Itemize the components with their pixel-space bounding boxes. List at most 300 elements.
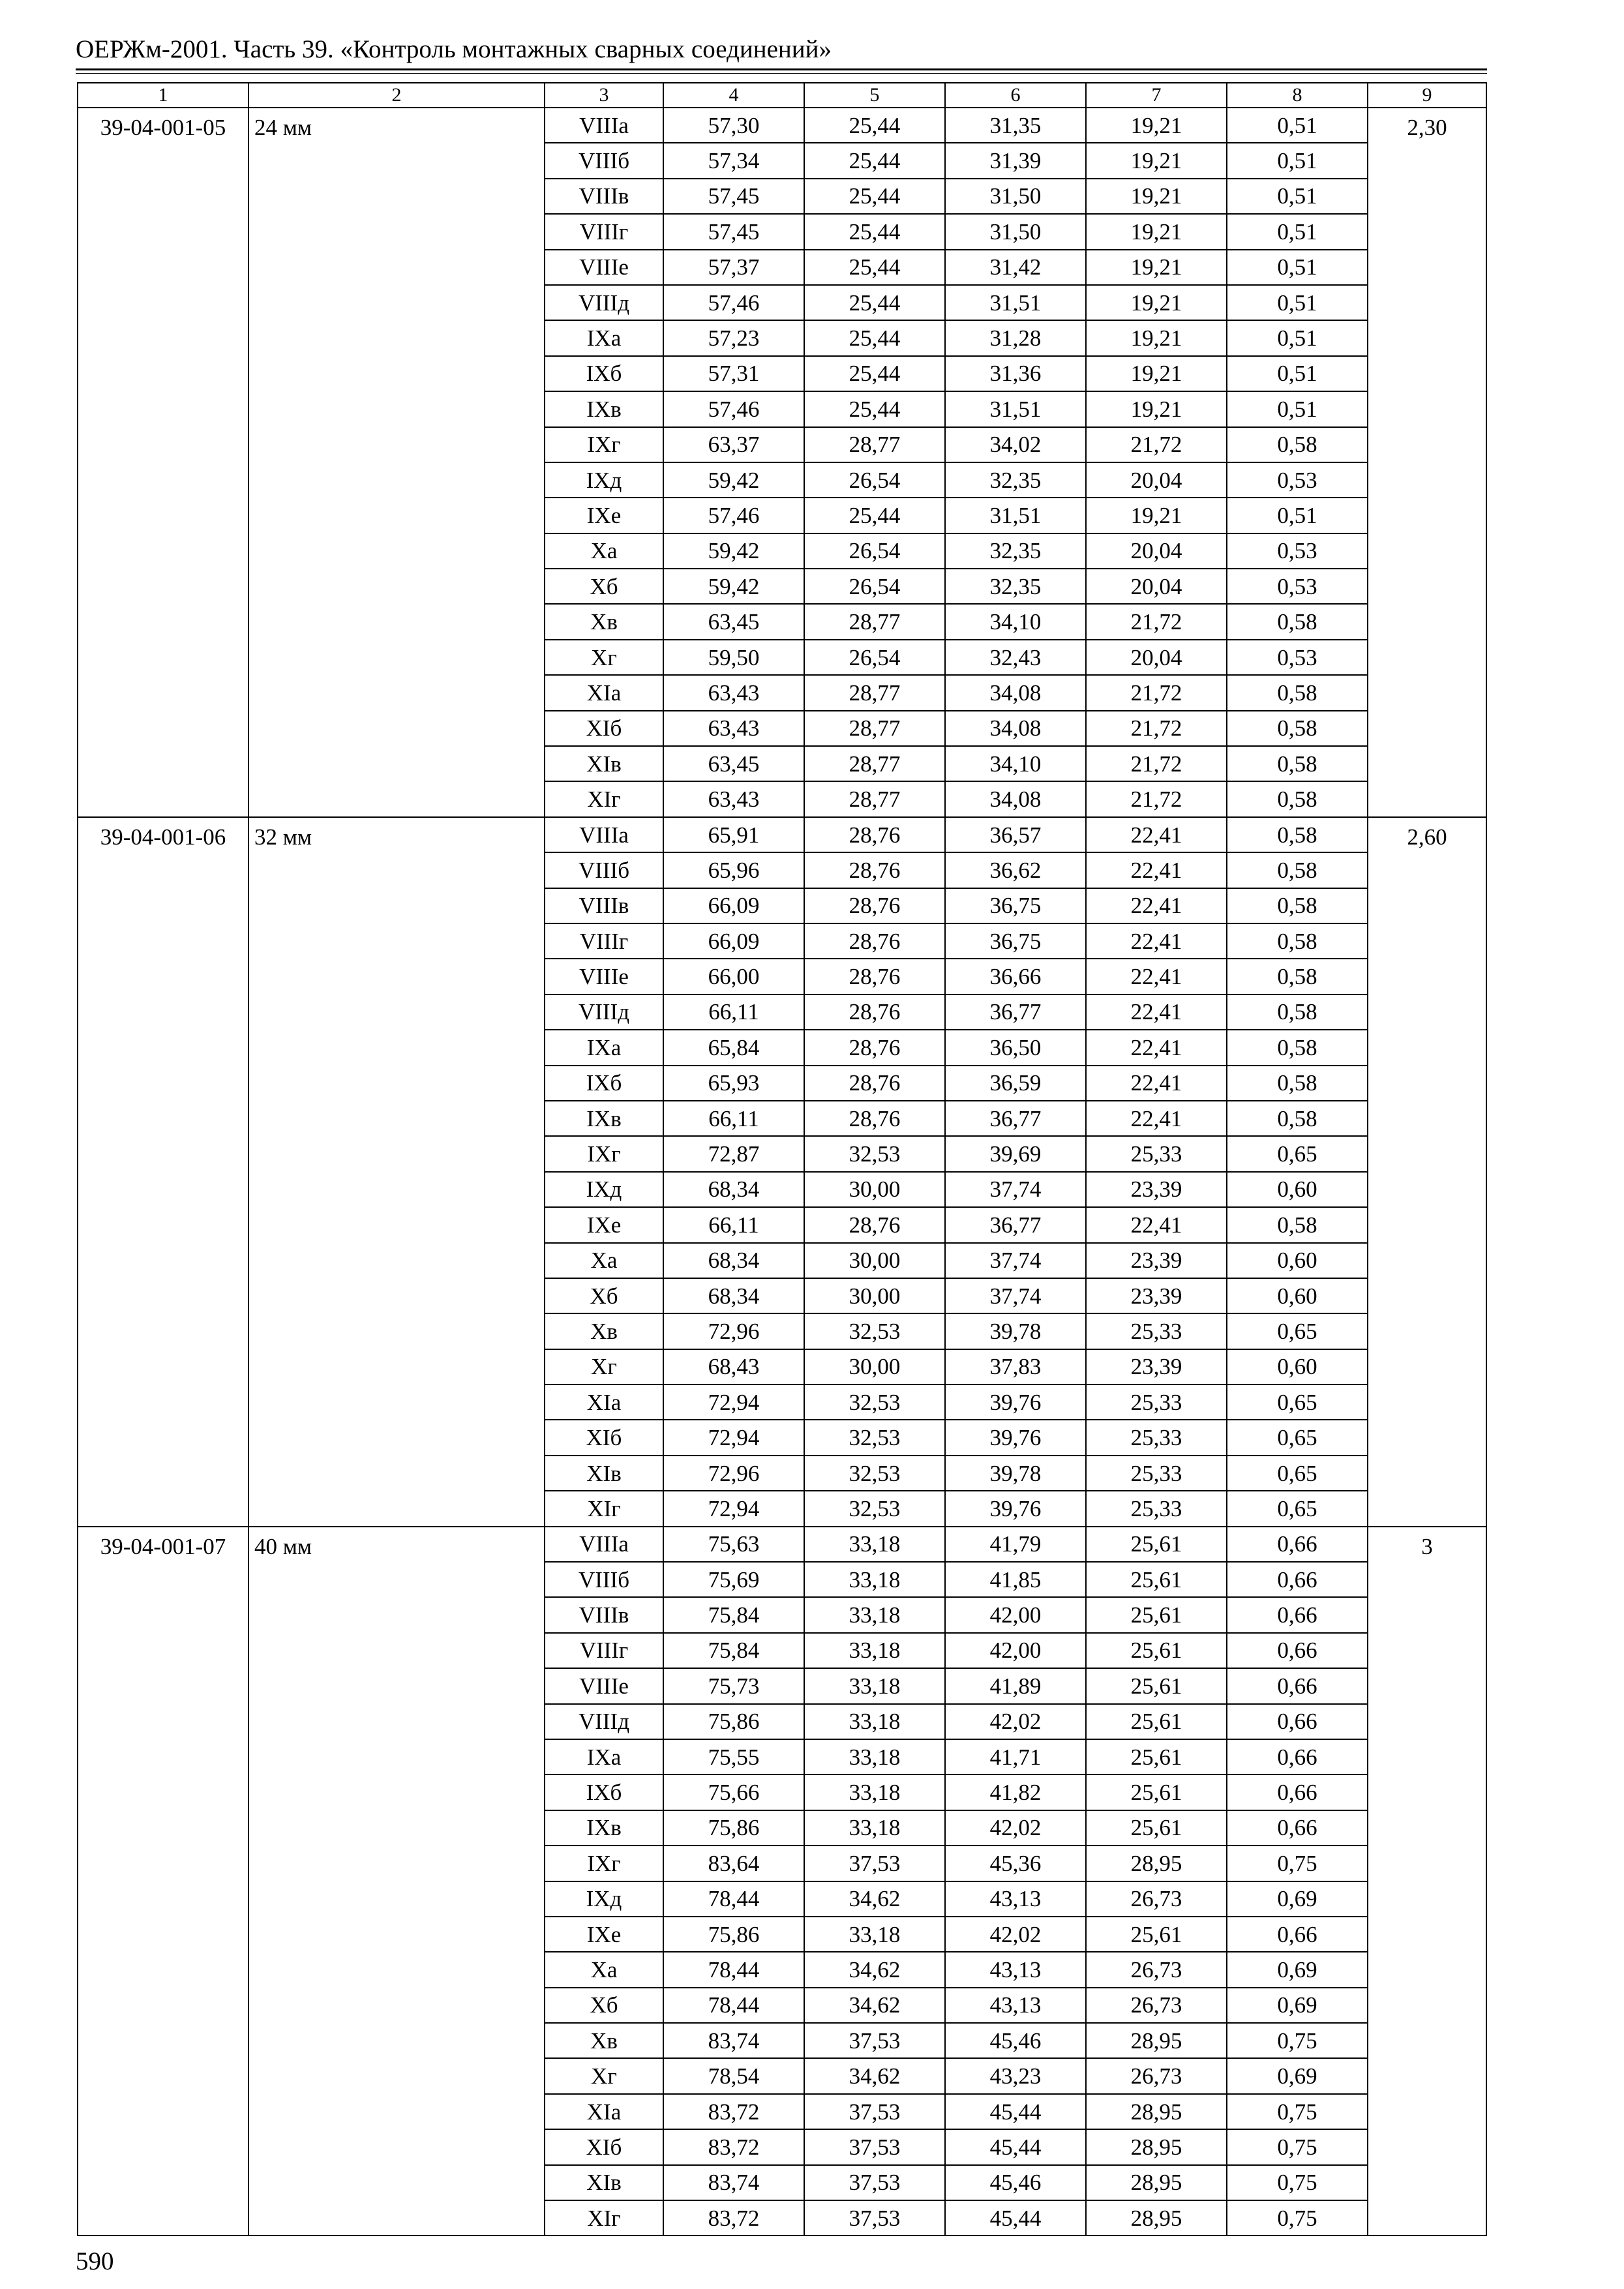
value-cell: 39,76 xyxy=(945,1420,1086,1455)
column-number: 4 xyxy=(663,83,804,108)
value-cell: 0,53 xyxy=(1227,569,1368,604)
value-cell: 33,18 xyxy=(804,1739,945,1774)
value-cell: 39,69 xyxy=(945,1136,1086,1171)
value-cell: 63,45 xyxy=(663,604,804,639)
value-cell: 0,75 xyxy=(1227,1846,1368,1881)
value-cell: 28,77 xyxy=(804,711,945,746)
value-cell: 26,73 xyxy=(1086,1988,1227,2023)
value-cell: 0,58 xyxy=(1227,746,1368,781)
value-cell: 75,86 xyxy=(663,1810,804,1846)
value-cell: 0,66 xyxy=(1227,1917,1368,1952)
rate-code: 39-04-001-06 xyxy=(78,817,248,1527)
value-cell: 19,21 xyxy=(1086,356,1227,391)
value-cell: 65,96 xyxy=(663,852,804,888)
value-cell: 26,54 xyxy=(804,462,945,498)
value-cell: 34,10 xyxy=(945,604,1086,639)
value-cell: 31,51 xyxy=(945,391,1086,426)
value-cell: 31,39 xyxy=(945,143,1086,178)
weld-category-cell: XIб xyxy=(545,2129,663,2164)
value-cell: 57,30 xyxy=(663,108,804,143)
weld-category-cell: IXв xyxy=(545,391,663,426)
value-cell: 0,58 xyxy=(1227,1030,1368,1065)
value-cell: 0,51 xyxy=(1227,498,1368,533)
value-cell: 34,62 xyxy=(804,1952,945,1987)
weld-category-cell: Xа xyxy=(545,1952,663,1987)
value-cell: 25,61 xyxy=(1086,1810,1227,1846)
table-row xyxy=(78,817,1486,852)
column-9-value: 2,60 xyxy=(1368,817,1486,1527)
value-cell: 32,35 xyxy=(945,533,1086,569)
value-cell: 0,58 xyxy=(1227,995,1368,1030)
value-cell: 72,96 xyxy=(663,1313,804,1349)
weld-category-cell: VIIIб xyxy=(545,852,663,888)
value-cell: 19,21 xyxy=(1086,285,1227,320)
value-cell: 26,54 xyxy=(804,640,945,675)
value-cell: 19,21 xyxy=(1086,498,1227,533)
weld-category-cell: VIIIб xyxy=(545,143,663,178)
value-cell: 39,76 xyxy=(945,1384,1086,1420)
value-cell: 33,18 xyxy=(804,1810,945,1846)
value-cell: 59,42 xyxy=(663,462,804,498)
value-cell: 0,75 xyxy=(1227,2023,1368,2058)
value-cell: 0,66 xyxy=(1227,1527,1368,1562)
value-cell: 41,85 xyxy=(945,1562,1086,1597)
value-cell: 25,44 xyxy=(804,498,945,533)
value-cell: 0,53 xyxy=(1227,533,1368,569)
value-cell: 37,53 xyxy=(804,2200,945,2236)
value-cell: 0,66 xyxy=(1227,1810,1368,1846)
value-cell: 28,95 xyxy=(1086,1846,1227,1881)
value-cell: 22,41 xyxy=(1086,923,1227,959)
value-cell: 34,62 xyxy=(804,1881,945,1917)
rate-code: 39-04-001-07 xyxy=(78,1527,248,2236)
value-cell: 25,33 xyxy=(1086,1384,1227,1420)
value-cell: 39,76 xyxy=(945,1491,1086,1526)
weld-category-cell: VIIIв xyxy=(545,179,663,214)
value-cell: 43,13 xyxy=(945,1881,1086,1917)
value-cell: 31,35 xyxy=(945,108,1086,143)
value-cell: 72,96 xyxy=(663,1456,804,1491)
value-cell: 26,54 xyxy=(804,569,945,604)
value-cell: 0,65 xyxy=(1227,1384,1368,1420)
value-cell: 22,41 xyxy=(1086,852,1227,888)
value-cell: 19,21 xyxy=(1086,179,1227,214)
value-cell: 37,74 xyxy=(945,1278,1086,1313)
column-number: 8 xyxy=(1227,83,1368,108)
value-cell: 57,37 xyxy=(663,250,804,285)
value-cell: 33,18 xyxy=(804,1597,945,1632)
value-cell: 32,53 xyxy=(804,1313,945,1349)
value-cell: 20,04 xyxy=(1086,462,1227,498)
weld-category-cell: Xб xyxy=(545,1988,663,2023)
value-cell: 23,39 xyxy=(1086,1278,1227,1313)
value-cell: 0,75 xyxy=(1227,2094,1368,2129)
value-cell: 36,75 xyxy=(945,923,1086,959)
value-cell: 72,94 xyxy=(663,1491,804,1526)
value-cell: 63,43 xyxy=(663,781,804,816)
value-cell: 0,65 xyxy=(1227,1456,1368,1491)
value-cell: 25,44 xyxy=(804,320,945,355)
value-cell: 41,89 xyxy=(945,1668,1086,1703)
value-cell: 0,51 xyxy=(1227,320,1368,355)
value-cell: 26,73 xyxy=(1086,2058,1227,2093)
value-cell: 0,58 xyxy=(1227,604,1368,639)
thickness-label: 40 мм xyxy=(248,1527,545,2236)
value-cell: 21,72 xyxy=(1086,711,1227,746)
value-cell: 57,34 xyxy=(663,143,804,178)
value-cell: 0,58 xyxy=(1227,1207,1368,1242)
weld-category-cell: Xг xyxy=(545,640,663,675)
value-cell: 75,84 xyxy=(663,1597,804,1632)
value-cell: 36,59 xyxy=(945,1066,1086,1101)
value-cell: 36,77 xyxy=(945,1207,1086,1242)
weld-category-cell: XIг xyxy=(545,2200,663,2236)
value-cell: 0,58 xyxy=(1227,781,1368,816)
value-cell: 25,61 xyxy=(1086,1668,1227,1703)
value-cell: 68,34 xyxy=(663,1243,804,1278)
weld-category-cell: Xб xyxy=(545,569,663,604)
value-cell: 23,39 xyxy=(1086,1243,1227,1278)
value-cell: 0,58 xyxy=(1227,852,1368,888)
weld-category-cell: VIIIе xyxy=(545,959,663,994)
value-cell: 0,58 xyxy=(1227,711,1368,746)
value-cell: 34,10 xyxy=(945,746,1086,781)
value-cell: 25,61 xyxy=(1086,1562,1227,1597)
value-cell: 39,78 xyxy=(945,1313,1086,1349)
weld-category-cell: IXе xyxy=(545,1207,663,1242)
weld-category-cell: XIв xyxy=(545,746,663,781)
value-cell: 25,33 xyxy=(1086,1136,1227,1171)
page-header xyxy=(76,37,1487,74)
value-cell: 57,46 xyxy=(663,285,804,320)
value-cell: 34,08 xyxy=(945,675,1086,710)
value-cell: 65,91 xyxy=(663,817,804,852)
value-cell: 0,51 xyxy=(1227,285,1368,320)
value-cell: 22,41 xyxy=(1086,1030,1227,1065)
value-cell: 75,84 xyxy=(663,1633,804,1668)
value-cell: 63,43 xyxy=(663,711,804,746)
weld-category-cell: IXе xyxy=(545,498,663,533)
value-cell: 83,74 xyxy=(663,2165,804,2200)
value-cell: 0,60 xyxy=(1227,1349,1368,1384)
value-cell: 57,46 xyxy=(663,391,804,426)
value-cell: 19,21 xyxy=(1086,320,1227,355)
value-cell: 37,53 xyxy=(804,2129,945,2164)
value-cell: 30,00 xyxy=(804,1243,945,1278)
weld-category-cell: XIа xyxy=(545,2094,663,2129)
value-cell: 45,44 xyxy=(945,2129,1086,2164)
value-cell: 34,62 xyxy=(804,1988,945,2023)
value-cell: 19,21 xyxy=(1086,143,1227,178)
value-cell: 33,18 xyxy=(804,1917,945,1952)
value-cell: 36,57 xyxy=(945,817,1086,852)
value-cell: 78,44 xyxy=(663,1988,804,2023)
value-cell: 0,51 xyxy=(1227,214,1368,249)
value-cell: 66,11 xyxy=(663,1207,804,1242)
value-cell: 31,50 xyxy=(945,179,1086,214)
column-9-value: 3 xyxy=(1368,1527,1486,2236)
value-cell: 75,69 xyxy=(663,1562,804,1597)
weld-category-cell: VIIIв xyxy=(545,888,663,923)
value-cell: 28,76 xyxy=(804,852,945,888)
weld-category-cell: IXд xyxy=(545,462,663,498)
value-cell: 43,13 xyxy=(945,1952,1086,1987)
value-cell: 0,51 xyxy=(1227,250,1368,285)
weld-category-cell: Xг xyxy=(545,1349,663,1384)
value-cell: 25,44 xyxy=(804,214,945,249)
value-cell: 66,11 xyxy=(663,1101,804,1136)
value-cell: 34,08 xyxy=(945,711,1086,746)
weld-category-cell: XIа xyxy=(545,1384,663,1420)
value-cell: 83,64 xyxy=(663,1846,804,1881)
column-number-row xyxy=(78,83,1486,108)
value-cell: 34,62 xyxy=(804,2058,945,2093)
weld-category-cell: IXа xyxy=(545,1739,663,1774)
weld-category-cell: VIIIв xyxy=(545,1597,663,1632)
value-cell: 0,66 xyxy=(1227,1562,1368,1597)
value-cell: 28,95 xyxy=(1086,2200,1227,2236)
table-row xyxy=(78,1527,1486,1562)
value-cell: 21,72 xyxy=(1086,746,1227,781)
weld-category-cell: VIIIг xyxy=(545,923,663,959)
value-cell: 78,44 xyxy=(663,1952,804,1987)
value-cell: 37,53 xyxy=(804,2023,945,2058)
value-cell: 26,73 xyxy=(1086,1881,1227,1917)
value-cell: 25,44 xyxy=(804,285,945,320)
value-cell: 32,53 xyxy=(804,1456,945,1491)
value-cell: 75,63 xyxy=(663,1527,804,1562)
value-cell: 57,45 xyxy=(663,214,804,249)
value-cell: 0,51 xyxy=(1227,143,1368,178)
value-cell: 25,44 xyxy=(804,250,945,285)
value-cell: 37,53 xyxy=(804,1846,945,1881)
value-cell: 83,72 xyxy=(663,2200,804,2236)
value-cell: 21,72 xyxy=(1086,781,1227,816)
value-cell: 0,69 xyxy=(1227,1988,1368,2023)
value-cell: 36,77 xyxy=(945,1101,1086,1136)
value-cell: 28,95 xyxy=(1086,2094,1227,2129)
value-cell: 0,51 xyxy=(1227,179,1368,214)
weld-category-cell: IXа xyxy=(545,1030,663,1065)
value-cell: 83,74 xyxy=(663,2023,804,2058)
value-cell: 19,21 xyxy=(1086,391,1227,426)
value-cell: 0,66 xyxy=(1227,1774,1368,1810)
value-cell: 25,61 xyxy=(1086,1774,1227,1810)
value-cell: 0,65 xyxy=(1227,1491,1368,1526)
weld-category-cell: IXе xyxy=(545,1917,663,1952)
value-cell: 25,33 xyxy=(1086,1456,1227,1491)
weld-category-cell: IXг xyxy=(545,1846,663,1881)
value-cell: 25,61 xyxy=(1086,1527,1227,1562)
value-cell: 59,42 xyxy=(663,569,804,604)
value-cell: 28,76 xyxy=(804,888,945,923)
value-cell: 39,78 xyxy=(945,1456,1086,1491)
value-cell: 42,00 xyxy=(945,1633,1086,1668)
weld-category-cell: IXв xyxy=(545,1101,663,1136)
column-number: 1 xyxy=(78,83,248,108)
weld-category-cell: XIг xyxy=(545,781,663,816)
weld-category-cell: IXа xyxy=(545,320,663,355)
value-cell: 25,44 xyxy=(804,179,945,214)
value-cell: 25,61 xyxy=(1086,1739,1227,1774)
value-cell: 37,74 xyxy=(945,1172,1086,1207)
value-cell: 0,58 xyxy=(1227,923,1368,959)
value-cell: 31,28 xyxy=(945,320,1086,355)
value-cell: 42,02 xyxy=(945,1810,1086,1846)
value-cell: 28,77 xyxy=(804,427,945,462)
value-cell: 22,41 xyxy=(1086,888,1227,923)
value-cell: 22,41 xyxy=(1086,1066,1227,1101)
value-cell: 66,09 xyxy=(663,888,804,923)
value-cell: 36,62 xyxy=(945,852,1086,888)
value-cell: 0,75 xyxy=(1227,2200,1368,2236)
value-cell: 65,84 xyxy=(663,1030,804,1065)
weld-category-cell: VIIIг xyxy=(545,214,663,249)
value-cell: 0,69 xyxy=(1227,2058,1368,2093)
value-cell: 25,33 xyxy=(1086,1313,1227,1349)
weld-category-cell: VIIIа xyxy=(545,1527,663,1562)
value-cell: 0,60 xyxy=(1227,1172,1368,1207)
value-cell: 32,35 xyxy=(945,462,1086,498)
value-cell: 75,66 xyxy=(663,1774,804,1810)
value-cell: 20,04 xyxy=(1086,533,1227,569)
value-cell: 0,66 xyxy=(1227,1704,1368,1739)
value-cell: 25,61 xyxy=(1086,1704,1227,1739)
value-cell: 25,33 xyxy=(1086,1420,1227,1455)
value-cell: 31,51 xyxy=(945,498,1086,533)
weld-category-cell: XIв xyxy=(545,2165,663,2200)
value-cell: 83,72 xyxy=(663,2129,804,2164)
weld-category-cell: IXб xyxy=(545,1774,663,1810)
value-cell: 0,66 xyxy=(1227,1668,1368,1703)
value-cell: 36,66 xyxy=(945,959,1086,994)
value-cell: 36,50 xyxy=(945,1030,1086,1065)
value-cell: 28,95 xyxy=(1086,2023,1227,2058)
weld-category-cell: IXб xyxy=(545,356,663,391)
value-cell: 0,58 xyxy=(1227,959,1368,994)
value-cell: 0,58 xyxy=(1227,1066,1368,1101)
value-cell: 19,21 xyxy=(1086,108,1227,143)
value-cell: 33,18 xyxy=(804,1562,945,1597)
value-cell: 66,00 xyxy=(663,959,804,994)
value-cell: 22,41 xyxy=(1086,1101,1227,1136)
value-cell: 22,41 xyxy=(1086,1207,1227,1242)
value-cell: 0,60 xyxy=(1227,1278,1368,1313)
value-cell: 28,77 xyxy=(804,781,945,816)
value-cell: 72,94 xyxy=(663,1384,804,1420)
value-cell: 42,02 xyxy=(945,1917,1086,1952)
value-cell: 0,65 xyxy=(1227,1136,1368,1171)
value-cell: 23,39 xyxy=(1086,1172,1227,1207)
value-cell: 43,13 xyxy=(945,1988,1086,2023)
weld-category-cell: VIIIг xyxy=(545,1633,663,1668)
value-cell: 57,46 xyxy=(663,498,804,533)
value-cell: 31,50 xyxy=(945,214,1086,249)
value-cell: 30,00 xyxy=(804,1172,945,1207)
value-cell: 31,42 xyxy=(945,250,1086,285)
value-cell: 32,53 xyxy=(804,1384,945,1420)
value-cell: 0,51 xyxy=(1227,108,1368,143)
value-cell: 28,76 xyxy=(804,1101,945,1136)
value-cell: 31,51 xyxy=(945,285,1086,320)
header-rule xyxy=(76,68,1487,74)
value-cell: 28,76 xyxy=(804,1030,945,1065)
column-9-value: 2,30 xyxy=(1368,108,1486,817)
value-cell: 0,60 xyxy=(1227,1243,1368,1278)
table-row xyxy=(78,108,1486,143)
value-cell: 0,51 xyxy=(1227,356,1368,391)
table-container xyxy=(77,82,1487,2236)
weld-category-cell: XIб xyxy=(545,1420,663,1455)
value-cell: 37,53 xyxy=(804,2094,945,2129)
weld-category-cell: VIIIе xyxy=(545,1668,663,1703)
value-cell: 30,00 xyxy=(804,1349,945,1384)
value-cell: 28,76 xyxy=(804,1066,945,1101)
weld-category-cell: IXг xyxy=(545,1136,663,1171)
value-cell: 31,36 xyxy=(945,356,1086,391)
weld-category-cell: VIIIа xyxy=(545,817,663,852)
value-cell: 37,74 xyxy=(945,1243,1086,1278)
weld-category-cell: IXг xyxy=(545,427,663,462)
value-cell: 32,53 xyxy=(804,1136,945,1171)
value-cell: 21,72 xyxy=(1086,675,1227,710)
weld-category-cell: VIIIа xyxy=(545,108,663,143)
weld-category-cell: IXб xyxy=(545,1066,663,1101)
value-cell: 19,21 xyxy=(1086,214,1227,249)
value-cell: 20,04 xyxy=(1086,640,1227,675)
value-cell: 0,75 xyxy=(1227,2165,1368,2200)
weld-category-cell: Xа xyxy=(545,533,663,569)
value-cell: 72,94 xyxy=(663,1420,804,1455)
value-cell: 75,73 xyxy=(663,1668,804,1703)
value-cell: 33,18 xyxy=(804,1633,945,1668)
value-cell: 32,43 xyxy=(945,640,1086,675)
weld-category-cell: XIб xyxy=(545,711,663,746)
value-cell: 28,77 xyxy=(804,604,945,639)
weld-category-cell: VIIIе xyxy=(545,250,663,285)
value-cell: 0,53 xyxy=(1227,462,1368,498)
value-cell: 0,66 xyxy=(1227,1597,1368,1632)
value-cell: 0,66 xyxy=(1227,1633,1368,1668)
value-cell: 25,44 xyxy=(804,391,945,426)
value-cell: 57,23 xyxy=(663,320,804,355)
value-cell: 28,95 xyxy=(1086,2129,1227,2164)
value-cell: 0,51 xyxy=(1227,391,1368,426)
value-cell: 42,00 xyxy=(945,1597,1086,1632)
value-cell: 25,33 xyxy=(1086,1491,1227,1526)
page-number: 590 xyxy=(76,2247,114,2275)
value-cell: 0,58 xyxy=(1227,888,1368,923)
value-cell: 63,43 xyxy=(663,675,804,710)
value-cell: 0,69 xyxy=(1227,1952,1368,1987)
thickness-label: 32 мм xyxy=(248,817,545,1527)
value-cell: 57,45 xyxy=(663,179,804,214)
weld-category-cell: XIв xyxy=(545,1456,663,1491)
value-cell: 72,87 xyxy=(663,1136,804,1171)
table-body xyxy=(78,108,1486,2236)
column-number: 7 xyxy=(1086,83,1227,108)
value-cell: 33,18 xyxy=(804,1774,945,1810)
value-cell: 28,76 xyxy=(804,923,945,959)
value-cell: 25,61 xyxy=(1086,1917,1227,1952)
value-cell: 42,02 xyxy=(945,1704,1086,1739)
value-cell: 75,86 xyxy=(663,1704,804,1739)
value-cell: 32,35 xyxy=(945,569,1086,604)
value-cell: 21,72 xyxy=(1086,427,1227,462)
value-cell: 0,58 xyxy=(1227,675,1368,710)
value-cell: 68,43 xyxy=(663,1349,804,1384)
value-cell: 33,18 xyxy=(804,1527,945,1562)
